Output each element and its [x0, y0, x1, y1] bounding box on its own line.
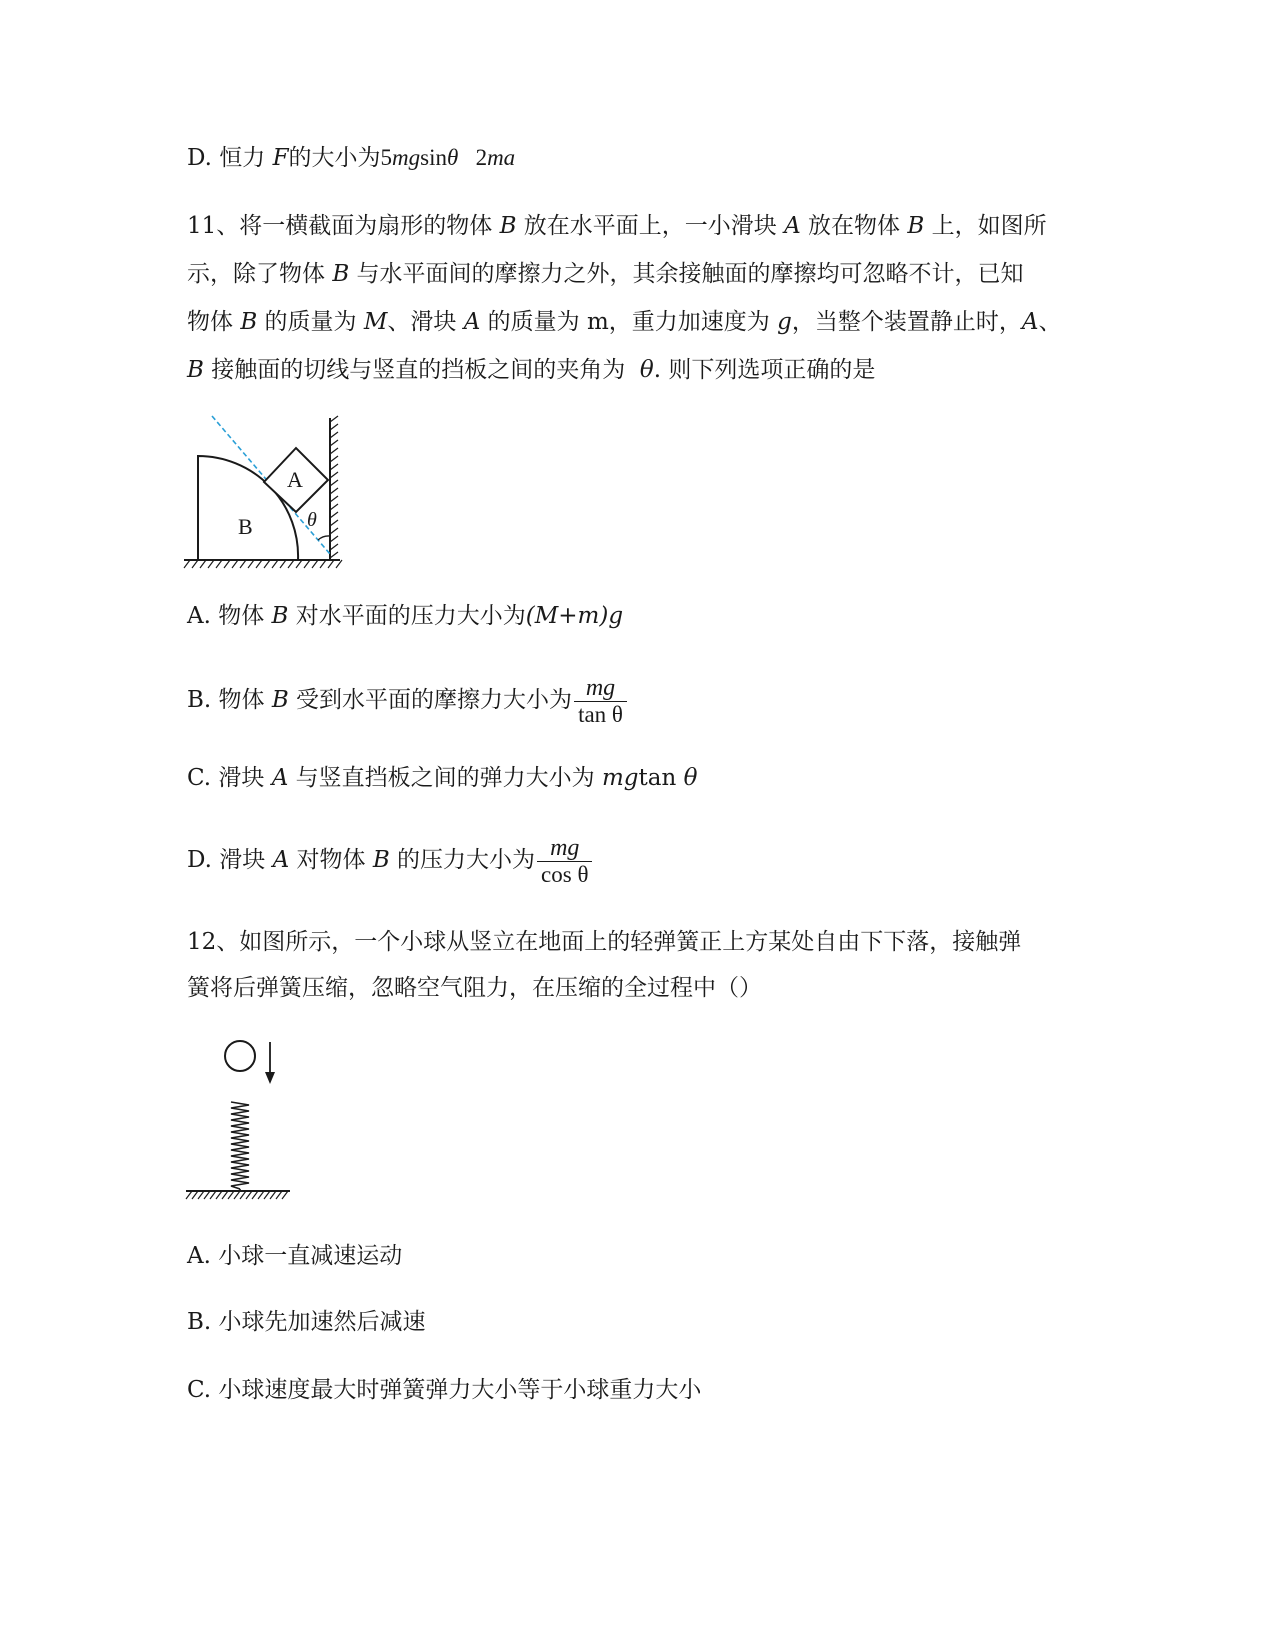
wall-hatching — [330, 416, 338, 558]
q12-option-b: B. 小球先加速然后减速 — [187, 1309, 426, 1335]
ground-hatching — [184, 560, 342, 568]
fraction-mg-over-cos: $\frac{mg}{\text{cos θ}}$ — [537, 835, 592, 888]
q11-option-b: B. 物体 B 受到水平面的摩擦力大小为 $\frac{mg}{\text{tan θ}}$ — [187, 670, 627, 730]
q11-stem-line-1: 11、将一横截面为扇形的物体 B 放在水平面上，一小滑块 A 放在物体 B 上，如图所 — [187, 213, 1047, 239]
q11-stem-line-2: 示，除了物体 B 与水平面间的摩擦力之外，其余接触面的摩擦均可忽略不计，已知 — [187, 261, 1024, 287]
q11-option-a: A. 物体 B 对水平面的压力大小为(M+m)g — [187, 603, 624, 629]
q12-option-c: C. 小球速度最大时弹簧弹力大小等于小球重力大小 — [187, 1377, 702, 1403]
spring — [231, 1102, 249, 1189]
q11-option-d: D. 滑块 A 对物体 B 的压力大小为 $\frac{mg}{\text{cos θ}}$ — [187, 830, 592, 890]
q11-stem-line-4: B 接触面的切线与竖直的挡板之间的夹角为 θ. 则下列选项正确的是 — [187, 357, 876, 383]
q12-option-a: A. 小球一直减速运动 — [187, 1243, 403, 1269]
q11-stem-line-3: 物体 B 的质量为 M、滑块 A 的质量为 m，重力加速度为 g，当整个装置静止时，A、 — [187, 309, 1062, 335]
fraction-mg-over-tan: $\frac{mg}{\text{tan θ}}$ — [574, 675, 627, 728]
q10-option-d: D. 恒力 F的大小为5mgsinθ 2ma — [187, 145, 516, 171]
label-b: B — [238, 514, 253, 539]
ground-hatching — [186, 1191, 288, 1199]
label-theta: θ — [307, 509, 317, 531]
q12-stem-line-2: 簧将后弹簧压缩，忽略空气阻力，在压缩的全过程中（） — [187, 975, 762, 1001]
label-a: A — [287, 467, 303, 492]
down-arrow-icon — [265, 1042, 275, 1084]
q11-figure — [180, 412, 350, 592]
q11-option-c: C. 滑块 A 与竖直挡板之间的弹力大小为 mgtan θ — [187, 765, 698, 791]
angle-arc — [318, 536, 330, 540]
q12-stem-line-1: 12、如图所示，一个小球从竖立在地面上的轻弹簧正上方某处自由下下落，接触弹 — [187, 929, 1022, 955]
ball — [225, 1041, 255, 1071]
q12-figure — [184, 1036, 304, 1216]
